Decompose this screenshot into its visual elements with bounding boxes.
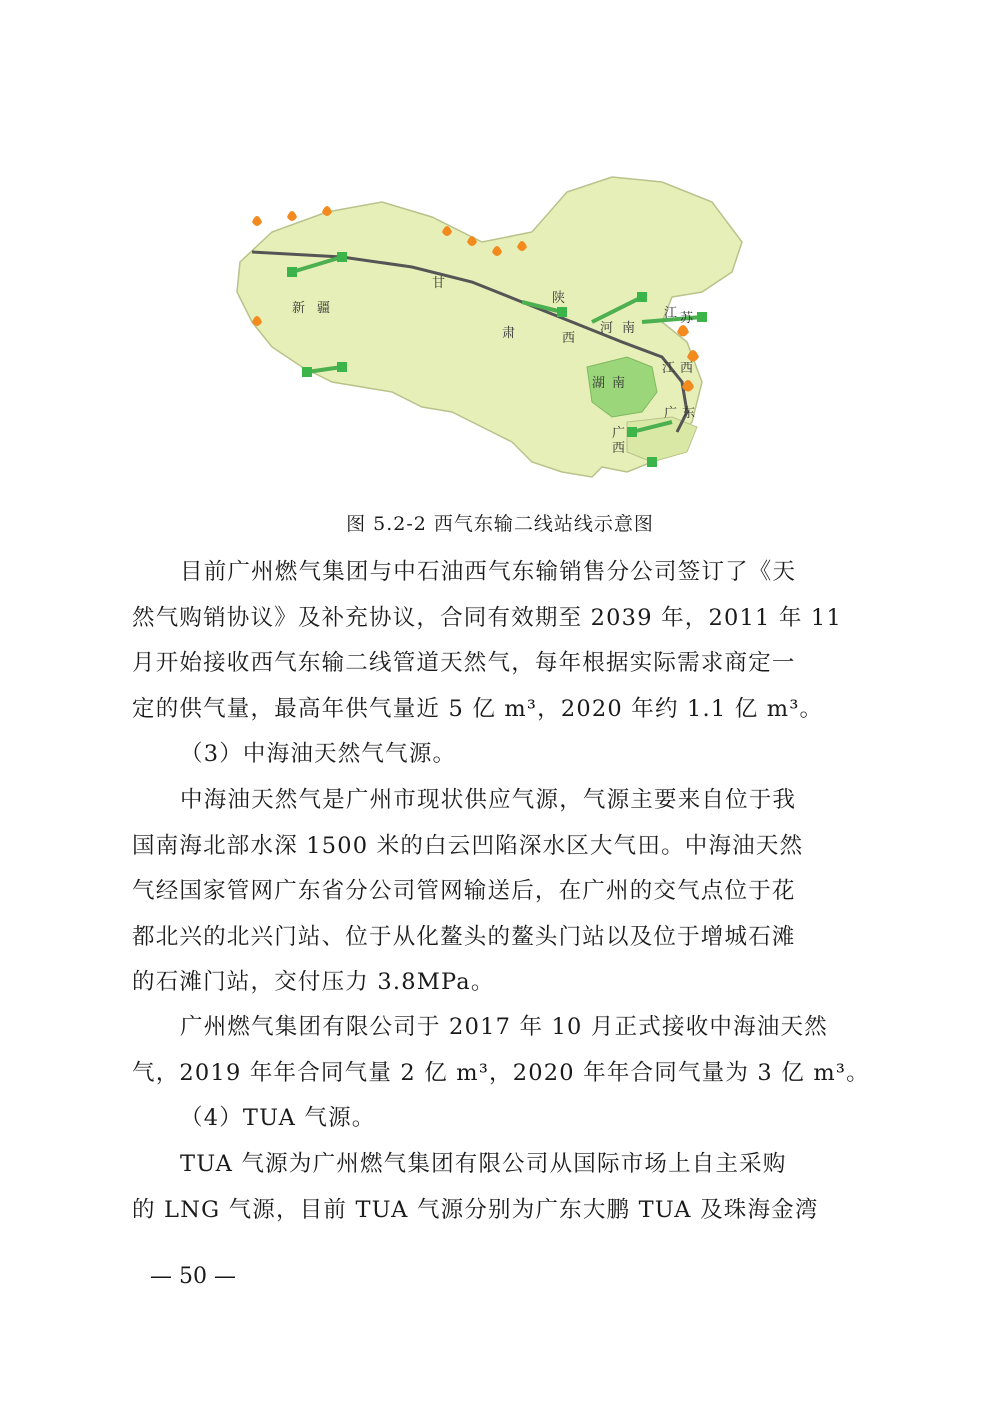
text-line: 月开始接收西气东输二线管道天然气，每年根据实际需求商定一	[132, 650, 796, 676]
map-label: 甘	[432, 276, 446, 291]
map-label: 广	[664, 406, 678, 421]
section-heading: （3）中海油天然气气源。	[180, 741, 457, 767]
pipeline-map-figure	[232, 172, 772, 504]
text-line: 气经国家管网广东省分公司管网输送后，在广州的交气点位于花	[132, 878, 796, 904]
paragraph-2	[132, 778, 868, 1006]
paragraph-1	[132, 550, 868, 732]
text-line: 都北兴的北兴门站、位于从化鳌头的鳌头门站以及位于增城石滩	[132, 923, 796, 950]
map-label: 西	[612, 441, 626, 456]
map-label: 南	[612, 376, 626, 391]
paragraph-4	[132, 1142, 868, 1233]
map-label: 西	[562, 331, 576, 346]
map-label: 东	[682, 406, 696, 421]
text-line: 广州燃气集团有限公司于 2017 年 10 月正式接收中海油天然	[180, 1014, 828, 1040]
text-line: 气，2019 年年合同气量 2 亿 m³，2020 年年合同气量为 3 亿 m³。	[132, 1059, 870, 1086]
text-line: TUA 气源为广州燃气集团有限公司从国际市场上自主采购	[180, 1151, 787, 1177]
text-line: 然气购销协议》及补充协议，合同有效期至 2039 年，2011 年 11	[132, 604, 842, 631]
text-line: 中海油天然气是广州市现状供应气源，气源主要来自位于我	[180, 787, 797, 813]
page-number: — 50 —	[150, 1264, 236, 1289]
figure-caption: 图 5.2-2 西气东输二线站线示意图	[346, 513, 654, 535]
map-label: 新	[292, 301, 306, 316]
map-label: 苏	[680, 311, 694, 326]
map-label: 南	[622, 321, 636, 336]
text-line: 的 LNG 气源，目前 TUA 气源分别为广东大鹏 TUA 及珠海金湾	[132, 1196, 819, 1223]
map-label: 陕	[552, 291, 566, 306]
map-label: 湖	[592, 376, 606, 391]
text-line: 国南海北部水深 1500 米的白云凹陷深水区大气田。中海油天然	[132, 832, 804, 859]
paragraph-3	[132, 1005, 868, 1096]
pipeline-map	[232, 172, 772, 504]
map-label: 河	[600, 321, 614, 336]
section-heading: （4）TUA 气源。	[180, 1105, 376, 1131]
map-label: 广	[612, 426, 626, 441]
map-label: 江	[664, 306, 678, 321]
heading-3	[132, 732, 868, 778]
map-label: 西	[680, 361, 694, 376]
map-label: 疆	[317, 301, 331, 316]
heading-4	[132, 1096, 868, 1142]
map-label: 江	[662, 361, 676, 376]
text-line: 目前广州燃气集团与中石油西气东输销售分公司签订了《天	[180, 559, 797, 585]
text-line: 定的供气量，最高年供气量近 5 亿 m³，2020 年约 1.1 亿 m³。	[132, 695, 824, 722]
map-label: 肃	[502, 326, 516, 341]
text-line: 的石滩门站，交付压力 3.8MPa。	[132, 969, 495, 995]
